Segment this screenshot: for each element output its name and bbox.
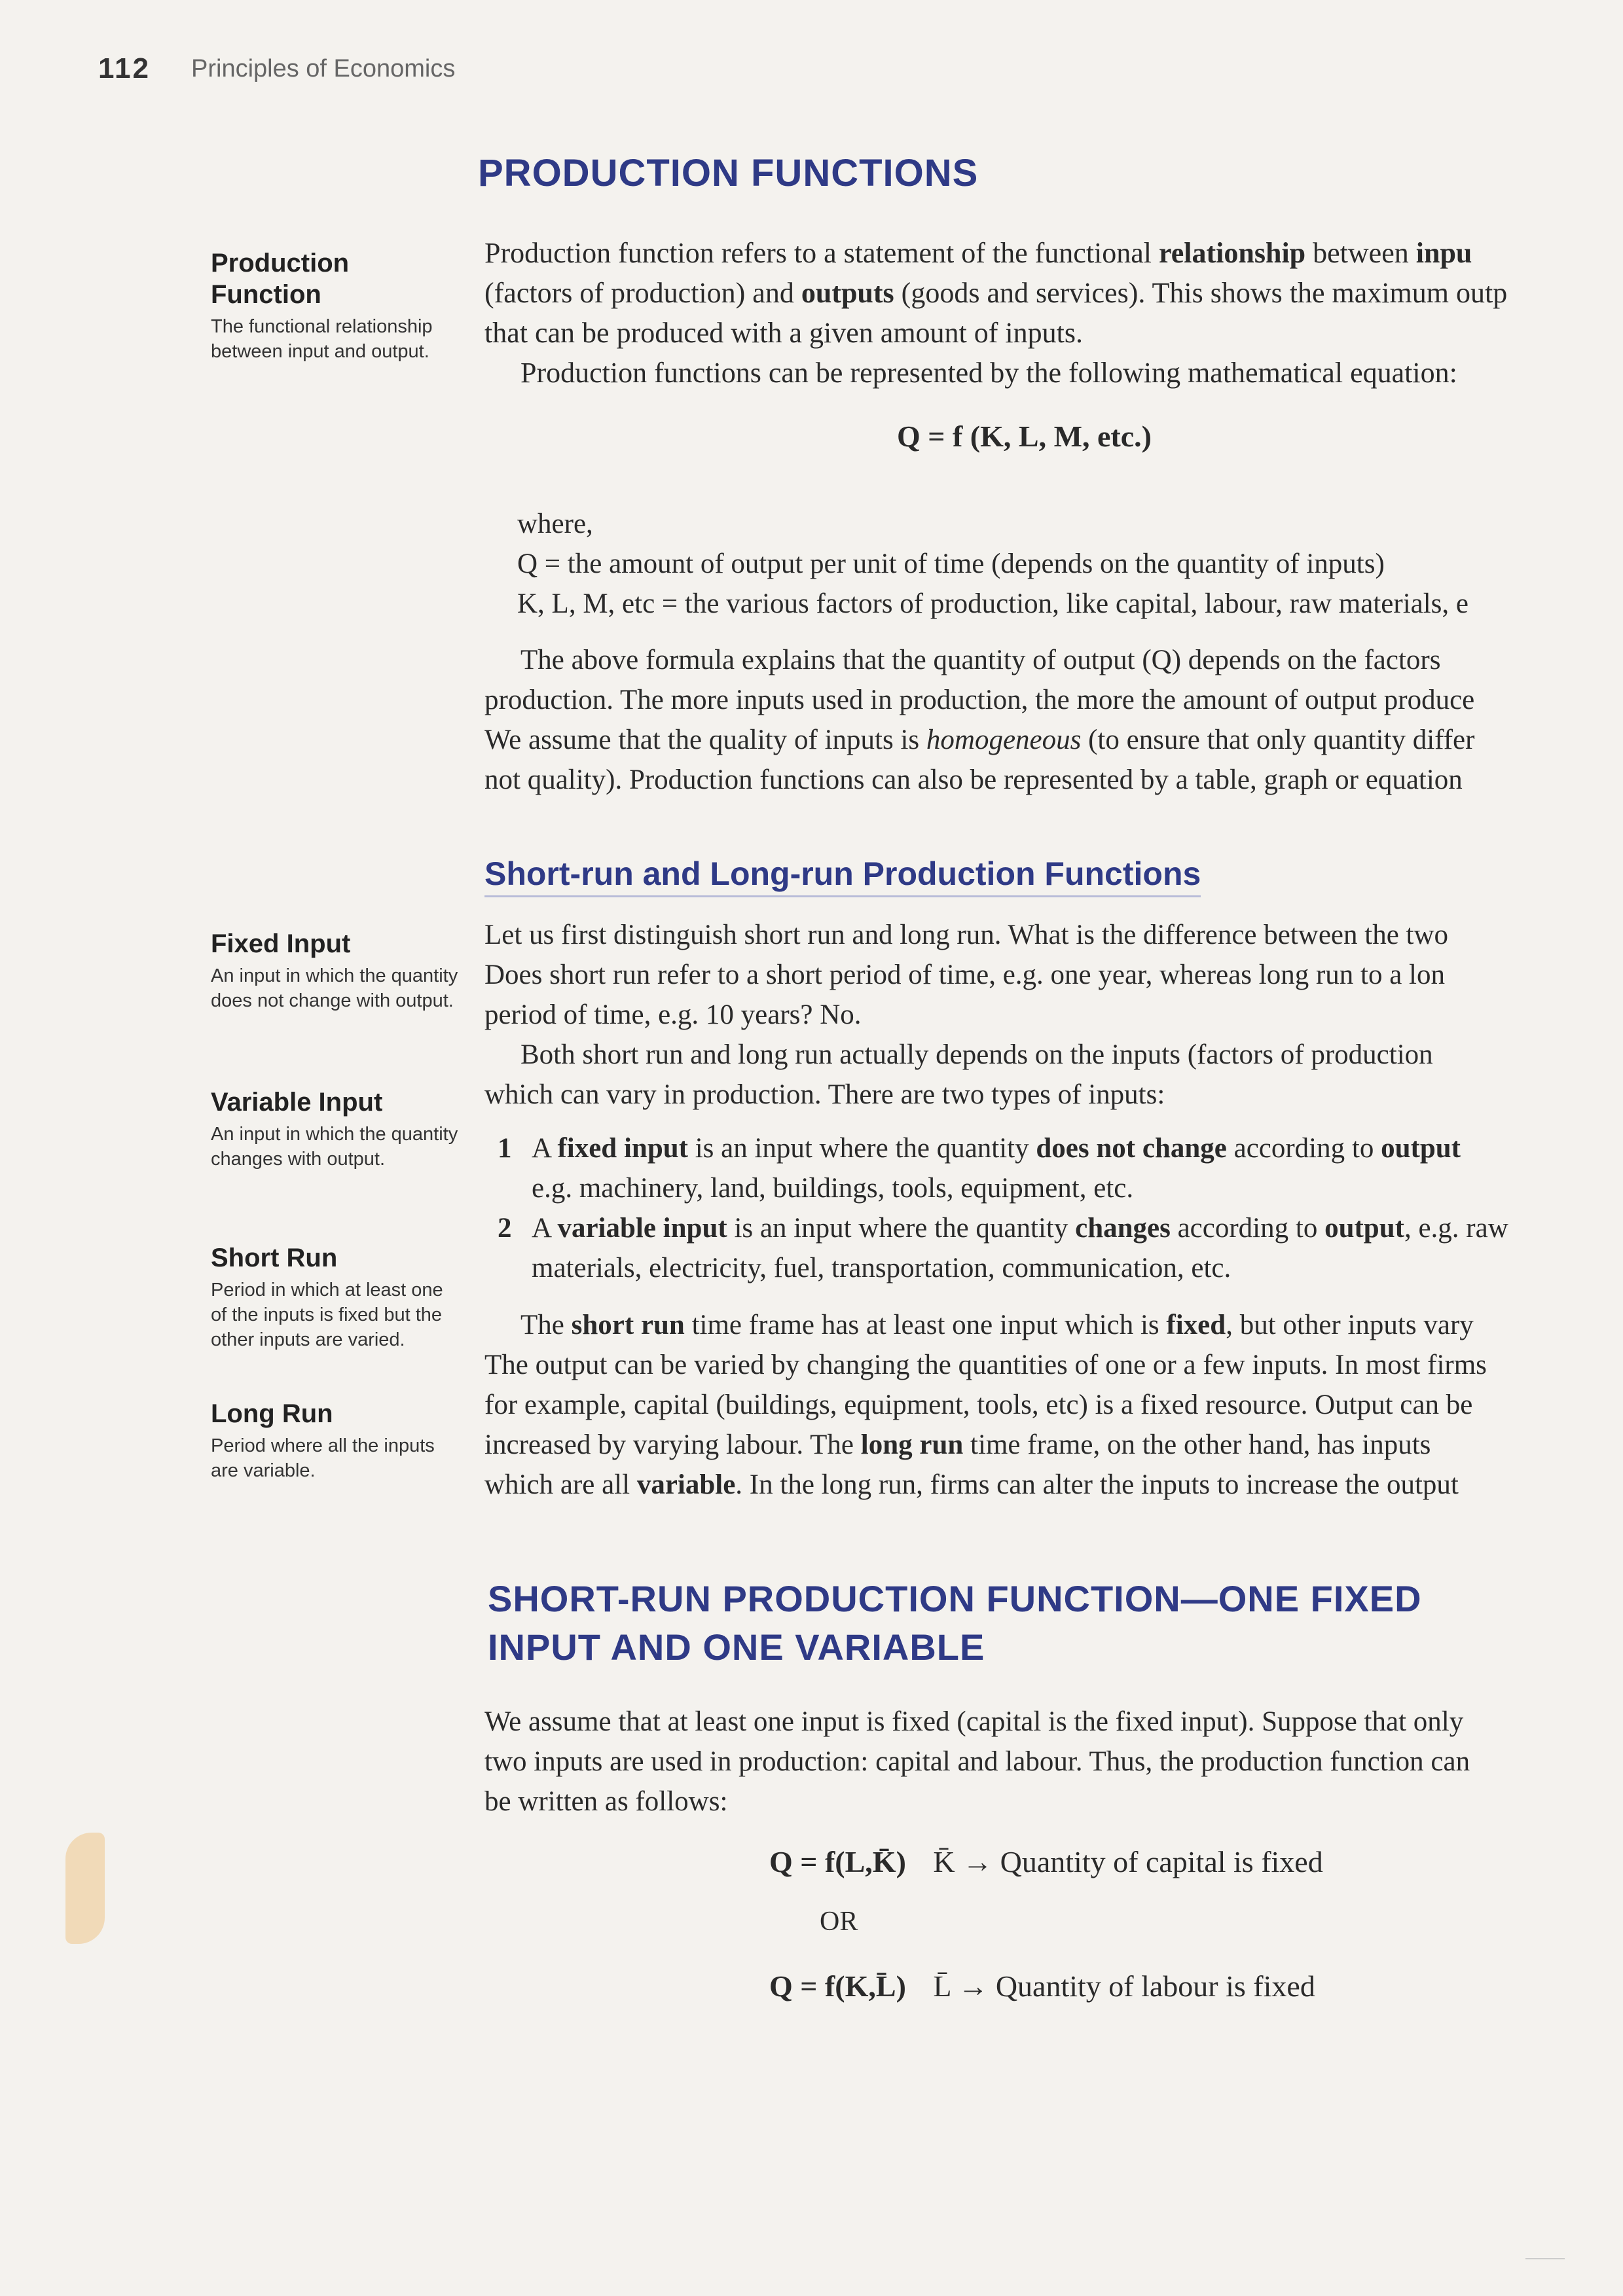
sidebar-definition: The functional relationship between input and output. (211, 316, 433, 362)
text-line: be written as follows: (484, 1786, 728, 1817)
sidebar-variable-input (211, 1086, 460, 1172)
paragraph-time-frames (484, 1305, 1558, 1505)
sidebar-term: Long Run (211, 1399, 333, 1428)
subheading-short-long-run (484, 855, 1201, 893)
paragraph-short-vs-long (484, 915, 1558, 1115)
equation-formula: Q = f(K,L̄) (769, 1969, 906, 2003)
paper-stain (65, 1833, 105, 1944)
sidebar-definition: An input in which the quantity changes with output. (211, 1124, 458, 1170)
equation-capital-fixed (769, 1844, 1323, 1879)
bold-term: long run (860, 1429, 964, 1460)
text: We assume that the quality of inputs is (484, 725, 926, 755)
italic-term: homogeneous (926, 725, 1082, 755)
text-line: Does short run refer to a short period of time, e.g. one year, whereas long run to a lon (484, 960, 1445, 990)
text: , e.g. raw (1404, 1213, 1508, 1244)
text-line: Q = the amount of output per unit of time (depends on the quantity of inputs) (517, 548, 1385, 579)
sidebar-short-run (211, 1242, 460, 1352)
sidebar-term: Function (211, 280, 321, 309)
text-line: materials, electricity, fuel, transportation, communication, etc. (532, 1253, 1231, 1283)
bold-term: short run (571, 1310, 685, 1340)
section-heading-short-run-function (488, 1575, 1422, 1672)
bold-term: variable (636, 1469, 736, 1500)
list-item (498, 1208, 1558, 1288)
bold-term: output (1324, 1213, 1404, 1244)
or-label: OR (820, 1907, 858, 1937)
sidebar-fixed-input (211, 928, 460, 1013)
sidebar-term: Variable Input (211, 1088, 383, 1117)
text-line: that can be produced with a given amount of inputs. (484, 317, 1083, 349)
text-line: not quality). Production functions can also be represented by a table, graph or equation (484, 764, 1463, 795)
section-heading-production-functions: PRODUCTION FUNCTIONS (478, 152, 979, 194)
text: , but other inputs vary (1226, 1310, 1474, 1340)
text-line: Production functions can be represented by the following mathematical equation: (520, 357, 1457, 389)
equation-note: L̄ → Quantity of labour is fixed (933, 1969, 1315, 2003)
equation-note: K̄ → Quantity of capital is fixed (933, 1845, 1323, 1878)
equation-formula: Q = f(L,K̄) (769, 1845, 906, 1878)
heading-line: INPUT AND ONE VARIABLE (488, 1626, 985, 1668)
text: (to ensure that only quantity differ (1081, 725, 1475, 755)
paragraph-formula-explanation (484, 640, 1558, 800)
text-line: We assume that at least one input is fixed (capital is the fixed input). Suppose that only (484, 1706, 1464, 1737)
text: according to (1170, 1213, 1325, 1244)
text-line: which can vary in production. There are two types of inputs: (484, 1079, 1165, 1110)
text-line: K, L, M, etc = the various factors of production, like capital, labour, raw materials, e (517, 588, 1468, 619)
heading-line: SHORT-RUN PRODUCTION FUNCTION—ONE FIXED (488, 1578, 1422, 1619)
bold-term: inpu (1415, 237, 1472, 269)
text-line (484, 720, 1558, 760)
input-types-list (498, 1128, 1558, 1288)
text: (factors of production) and (484, 277, 801, 309)
text: . In the long run, firms can alter the inputs to increase the output (735, 1469, 1459, 1500)
text-line (484, 273, 1558, 313)
list-number: 1 (498, 1133, 512, 1164)
text-line (484, 1305, 1558, 1345)
text: A (532, 1133, 558, 1164)
text: is an input where the quantity (687, 1133, 1036, 1164)
text-line: Let us first distinguish short run and long run. What is the difference between the two (484, 920, 1449, 950)
sidebar-definition: Period in which at least one of the inputs is fixed but the other inputs are varied. (211, 1280, 443, 1350)
text: (goods and services). This shows the maximum outp (894, 277, 1508, 309)
text: A (532, 1213, 558, 1244)
text-line (484, 1425, 1558, 1465)
paragraph-assumption (484, 1702, 1558, 1821)
bold-term: fixed input (557, 1133, 688, 1164)
paragraph-definition (484, 233, 1558, 393)
bold-term: does not change (1036, 1133, 1227, 1164)
text-line: two inputs are used in production: capital and labour. Thus, the production function can (484, 1746, 1470, 1777)
text-line: The above formula explains that the quantity of output (Q) depends on the factors (520, 645, 1441, 675)
page-number: 112 (98, 52, 151, 84)
sidebar-term: Short Run (211, 1244, 338, 1272)
text: The (520, 1310, 572, 1340)
text-line: e.g. machinery, land, buildings, tools, equipment, etc. (532, 1173, 1134, 1204)
sidebar-production-function (211, 247, 460, 364)
text-line: The output can be varied by changing the quantities of one or a few inputs. In most firms (484, 1350, 1487, 1380)
text-line (484, 1465, 1558, 1505)
running-head: Principles of Economics (191, 55, 456, 82)
bold-term: changes (1075, 1213, 1171, 1244)
bold-term: outputs (801, 277, 894, 309)
text-line: Both short run and long run actually depends on the inputs (factors of production (520, 1039, 1433, 1070)
bold-term: relationship (1159, 237, 1306, 269)
bold-term: variable input (557, 1213, 727, 1244)
sidebar-definition: An input in which the quantity does not change with output. (211, 965, 458, 1011)
text: is an input where the quantity (727, 1213, 1076, 1244)
bold-term: fixed (1166, 1310, 1226, 1340)
text-line: production. The more inputs used in production, the more the amount of output produce (484, 685, 1475, 715)
text-line (484, 233, 1558, 273)
list-number: 2 (498, 1213, 512, 1244)
equation-definitions (517, 504, 1565, 624)
equation-production-function: Q = f (K, L, M, etc.) (897, 420, 1152, 453)
text: which are all (484, 1469, 637, 1500)
subheading-underline (484, 895, 1201, 897)
text: time frame, on the other hand, has inputs (963, 1429, 1431, 1460)
text-line: where, (517, 509, 593, 539)
text: increased by varying labour. The (484, 1429, 861, 1460)
sidebar-definition: Period where all the inputs are variable. (211, 1435, 435, 1481)
sidebar-long-run (211, 1398, 460, 1483)
sidebar-term: Production (211, 249, 350, 278)
list-item (498, 1128, 1558, 1208)
corner-rule (1525, 2258, 1565, 2259)
text: between (1305, 237, 1416, 269)
text: according to (1226, 1133, 1381, 1164)
equation-labour-fixed (769, 1969, 1315, 2003)
text: time frame has at least one input which is (684, 1310, 1167, 1340)
text-line: period of time, e.g. 10 years? No. (484, 999, 862, 1030)
bold-term: output (1381, 1133, 1461, 1164)
text: Production function refers to a statement of the functional (484, 237, 1159, 269)
subheading-text: Short-run and Long-run Production Functions (484, 855, 1201, 892)
sidebar-term: Fixed Input (211, 929, 351, 958)
text-line: for example, capital (buildings, equipment, tools, etc) is a fixed resource. Output can be (484, 1390, 1473, 1420)
